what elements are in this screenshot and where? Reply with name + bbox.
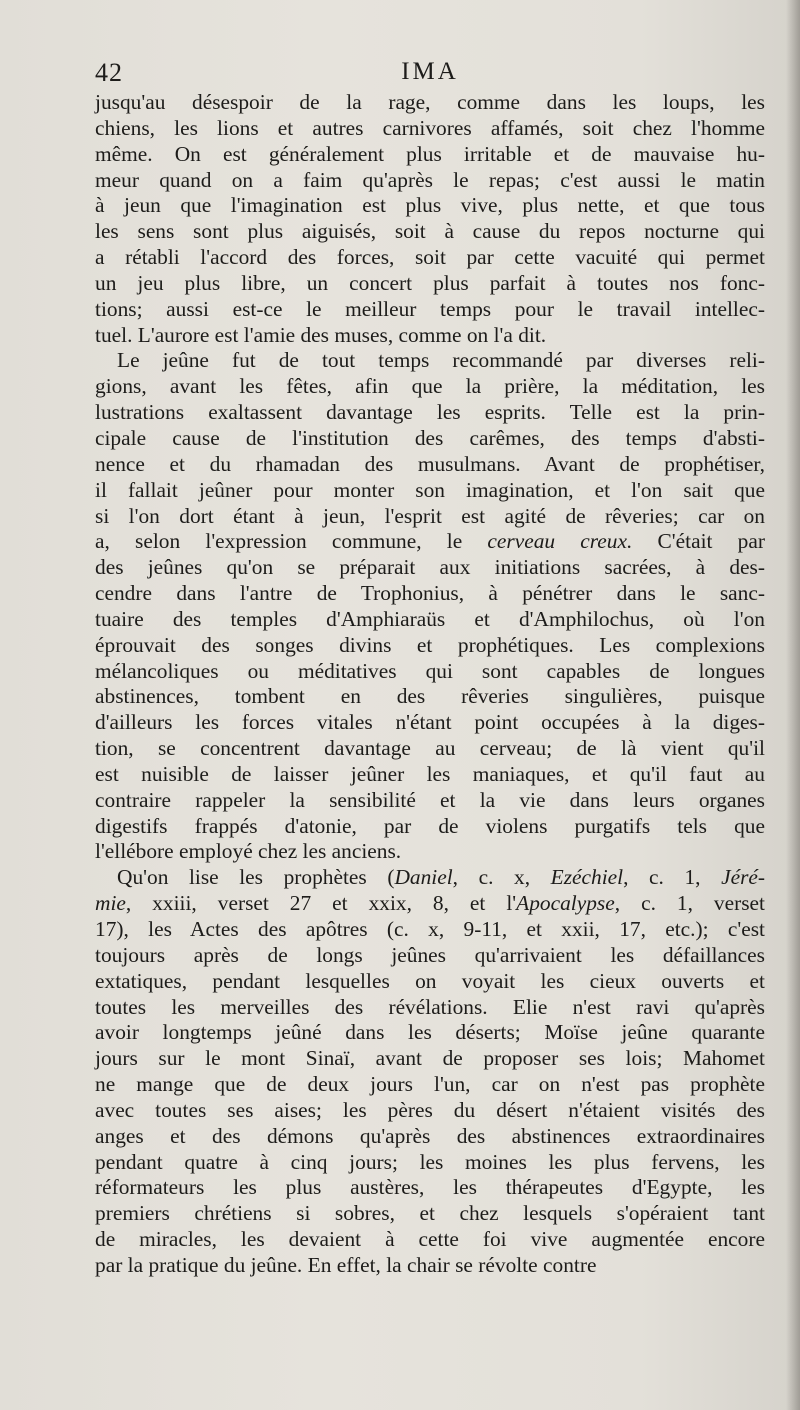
text-line [95, 736, 765, 762]
page-header [95, 58, 765, 92]
italic-text: Apocalypse [516, 891, 615, 916]
text-line [95, 116, 765, 142]
text-line [95, 323, 765, 349]
text-segment: avoir longtemps jeûné dans les déserts; Moïse jeûne quarante [95, 1020, 765, 1045]
body-text [95, 90, 765, 1279]
text-line [95, 142, 765, 168]
text-segment: abstinences, tombent en des rêveries singulières, puisque [95, 684, 765, 709]
text-segment: tuaire des temples d'Amphiaraüs et d'Amphilochus, où l'on [95, 606, 765, 631]
text-line [95, 297, 765, 323]
running-head: IMA [401, 58, 459, 85]
text-segment: nence et du rhamadan des musulmans. Avant de prophétiser, [95, 451, 765, 476]
italic-text: Jéré- [721, 865, 766, 890]
text-line [95, 168, 765, 194]
text-line [95, 193, 765, 219]
text-segment: d'ailleurs les forces vitales n'étant point occupées à la diges- [95, 710, 765, 735]
text-segment: meur quand on a faim qu'après le repas; c'est aussi le matin [95, 167, 765, 192]
text-segment: chiens, les lions et autres carnivores affamés, soit chez l'homme [95, 115, 765, 140]
text-segment: toutes les merveilles des révélations. Elie n'est ravi qu'après [95, 994, 765, 1019]
text-segment: contraire rappeler la sensibilité et la vie dans leurs organes [95, 787, 765, 812]
text-line [95, 1098, 765, 1124]
text-segment: , xxiii, verset 27 et xxix, 8, et l' [125, 891, 517, 916]
text-segment: éprouvait des songes divins et prophétiques. Les complexions [95, 632, 765, 657]
text-line [95, 684, 765, 710]
text-line [95, 581, 765, 607]
text-line [95, 400, 765, 426]
text-segment: mélancoliques ou méditatives qui sont capables de longues [95, 658, 765, 683]
text-line [95, 917, 765, 943]
text-segment: tions; aussi est-ce le meilleur temps pour le travail intellec- [95, 296, 765, 321]
text-line [95, 452, 765, 478]
text-line [95, 478, 765, 504]
page-gutter-shadow [786, 0, 800, 1410]
italic-text: mie [95, 891, 126, 916]
text-segment: lustrations exaltassent davantage les esprits. Telle est la prin- [95, 400, 765, 425]
text-segment: réformateurs les plus austères, les thérapeutes d'Egypte, les [95, 1175, 765, 1200]
text-line [95, 1046, 765, 1072]
text-line [95, 788, 765, 814]
text-line [95, 1020, 765, 1046]
text-segment: gions, avant les fêtes, afin que la prière, la méditation, les [95, 374, 765, 399]
text-line [95, 1253, 765, 1279]
text-line [95, 1124, 765, 1150]
text-segment: par la pratique du jeûne. En effet, la chair se révolte contre [95, 1252, 597, 1277]
text-segment: des jeûnes qu'on se préparait aux initiations sacrées, à des- [95, 555, 765, 580]
text-line [95, 633, 765, 659]
text-line [95, 710, 765, 736]
text-line [95, 814, 765, 840]
text-segment: a rétabli l'accord des forces, soit par cette vacuité qui permet [95, 245, 765, 270]
text-segment: les sens sont plus aiguisés, soit à cause du repos nocturne qui [95, 219, 765, 244]
text-segment: pendant quatre à cinq jours; les moines les plus fervens, les [95, 1149, 765, 1174]
text-segment: jusqu'au désespoir de la rage, comme dans les loups, les [95, 90, 765, 114]
text-line [95, 839, 765, 865]
text-segment: toujours après de longs jeûnes qu'arrivaient les défaillances [95, 942, 765, 967]
text-line [95, 1227, 765, 1253]
text-line [95, 426, 765, 452]
text-line [95, 1175, 765, 1201]
italic-text: Ezéchiel [550, 865, 624, 890]
italic-text: Daniel [394, 865, 453, 890]
text-segment: , c. 1, verset [614, 891, 765, 916]
page-number: 42 [95, 58, 123, 87]
text-segment: premiers chrétiens si sobres, et chez lesquels s'opéraient tant [95, 1201, 765, 1226]
text-segment: si l'on dort étant à jeun, l'esprit est agité de rêveries; car on [95, 503, 765, 528]
text-segment: 17), les Actes des apôtres (c. x, 9-11, et xxii, 17, etc.); c'est [95, 917, 765, 941]
text-segment: même. On est généralement plus irritable et de mauvaise hu- [95, 141, 765, 166]
text-segment: tion, se concentrent davantage au cerveau; de là vient qu'il [95, 736, 765, 761]
text-segment: extatiques, pendant lesquelles on voyait les cieux ouverts et [95, 968, 765, 993]
text-segment: Qu'on lise les prophètes ( [117, 865, 395, 890]
text-segment: digestifs frappés d'atonie, par de violens purgatifs tels que [95, 813, 765, 838]
text-segment: a, selon l'expression commune, le [95, 529, 488, 554]
text-line [95, 529, 765, 555]
italic-text: cerveau creux. [487, 529, 633, 554]
text-line [95, 374, 765, 400]
text-line [95, 271, 765, 297]
text-segment: il fallait jeûner pour monter son imagination, et l'on sait que [95, 477, 765, 502]
text-line [95, 607, 765, 633]
text-segment: ne mange que de deux jours l'un, car on n'est pas prophète [95, 1072, 765, 1097]
text-line [95, 1201, 765, 1227]
text-line [95, 995, 765, 1021]
text-segment: tuel. L'aurore est l'amie des muses, comme on l'a dit. [95, 322, 547, 347]
text-segment: de miracles, les devaient à cette foi vive augmentée encore [95, 1227, 765, 1252]
text-segment: , c. x, [452, 865, 551, 890]
text-segment: l'ellébore employé chez les anciens. [95, 839, 402, 864]
text-line [95, 1072, 765, 1098]
text-segment: Le jeûne fut de tout temps recommandé par diverses reli- [117, 348, 765, 373]
text-segment: est nuisible de laisser jeûner les maniaques, et qu'il faut au [95, 761, 765, 786]
text-segment: C'était par [632, 529, 765, 554]
text-segment: à jeun que l'imagination est plus vive, plus nette, et que tous [95, 193, 765, 218]
text-line [95, 969, 765, 995]
text-line [95, 348, 765, 374]
text-line [95, 943, 765, 969]
text-segment: anges et des démons qu'après des abstinences extraordinaires [95, 1123, 765, 1148]
text-line [95, 245, 765, 271]
text-line [95, 891, 765, 917]
text-line [95, 659, 765, 685]
text-segment: , c. 1, [623, 865, 722, 890]
text-line [95, 1150, 765, 1176]
text-segment: cendre dans l'antre de Trophonius, à pénétrer dans le sanc- [95, 581, 765, 606]
text-segment: cipale cause de l'institution des carêmes, des temps d'absti- [95, 425, 765, 450]
text-line [95, 865, 765, 891]
text-segment: avec toutes ses aises; les pères du désert n'étaient visités des [95, 1097, 765, 1122]
text-line [95, 555, 765, 581]
text-segment: un jeu plus libre, un concert plus parfait à toutes nos fonc- [95, 270, 765, 295]
text-line [95, 762, 765, 788]
text-line [95, 219, 765, 245]
text-segment: jours sur le mont Sinaï, avant de proposer ses lois; Mahomet [95, 1046, 765, 1071]
text-line [95, 504, 765, 530]
text-line [95, 90, 765, 116]
